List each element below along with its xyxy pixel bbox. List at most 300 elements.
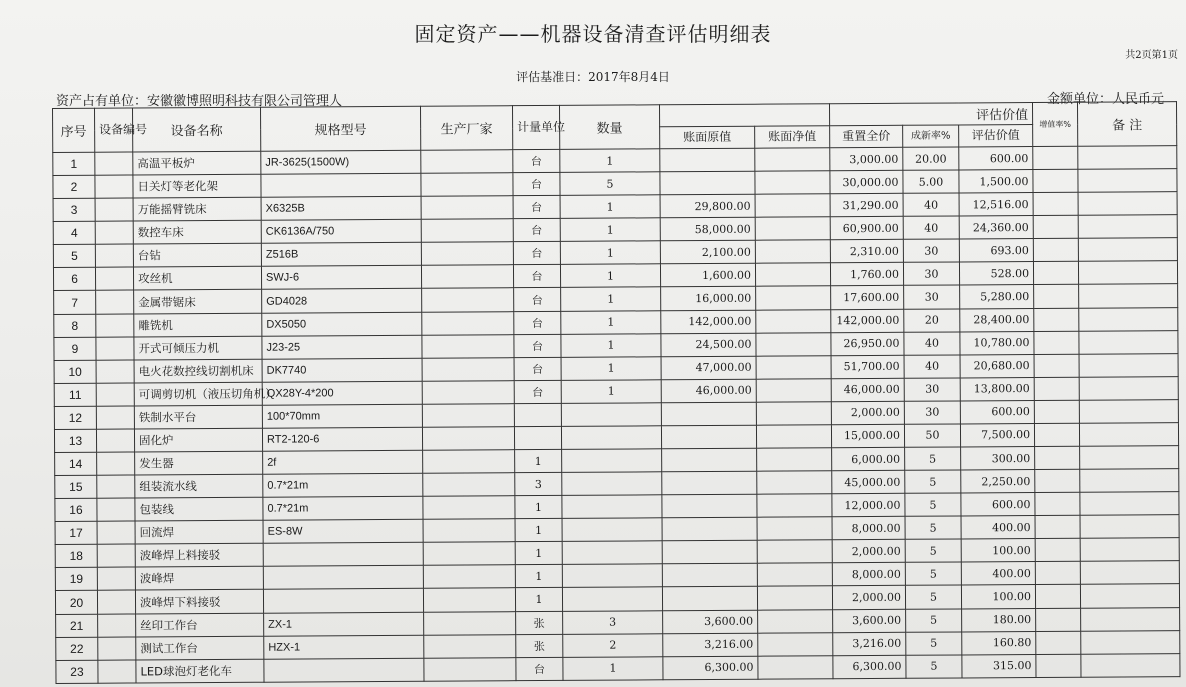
row-increase-rate xyxy=(1033,215,1078,238)
row-seq: 22 xyxy=(56,637,98,660)
row-code xyxy=(95,244,133,267)
row-book-original xyxy=(662,471,757,495)
row-remark xyxy=(1079,284,1178,308)
row-code xyxy=(97,498,135,521)
row-spec: QX28Y-4*200 xyxy=(262,381,422,405)
row-maker xyxy=(422,404,514,428)
row-eval-value: 12,516.00 xyxy=(959,193,1033,217)
row-replacement: 2,000.00 xyxy=(832,586,905,610)
row-qty: 1 xyxy=(560,218,660,242)
row-increase-rate xyxy=(1035,469,1080,492)
row-maker xyxy=(422,311,514,335)
row-book-original xyxy=(660,148,755,172)
row-spec xyxy=(261,173,421,197)
col-eval-value: 评估价值 xyxy=(959,125,1033,147)
row-newness: 5 xyxy=(905,447,961,470)
row-remark xyxy=(1078,238,1177,262)
row-increase-rate xyxy=(1036,654,1081,678)
row-newness: 5 xyxy=(905,516,961,539)
col-maker: 生产厂家 xyxy=(420,106,512,151)
row-remark xyxy=(1080,584,1179,608)
row-name: 日关灯等老化架 xyxy=(133,174,261,198)
row-seq: 21 xyxy=(56,614,98,637)
row-unit: 台 xyxy=(514,357,561,380)
row-book-net xyxy=(757,448,832,472)
row-book-original xyxy=(661,425,756,449)
row-seq: 9 xyxy=(54,337,96,360)
row-book-net xyxy=(757,494,832,518)
row-book-original: 29,800.00 xyxy=(660,194,755,218)
row-remark xyxy=(1078,215,1177,239)
row-book-net xyxy=(757,586,832,610)
row-seq: 8 xyxy=(54,314,96,337)
row-maker xyxy=(423,519,515,543)
row-newness: 30 xyxy=(903,262,959,285)
row-unit: 台 xyxy=(514,334,561,357)
row-remark xyxy=(1078,192,1177,216)
row-code xyxy=(97,567,135,590)
row-seq: 23 xyxy=(56,660,98,684)
row-increase-rate xyxy=(1034,285,1079,308)
col-remark: 备 注 xyxy=(1078,102,1177,147)
row-newness: 30 xyxy=(904,285,960,308)
row-book-net xyxy=(755,148,830,172)
row-maker xyxy=(421,265,513,289)
row-newness: 20.00 xyxy=(903,147,959,170)
row-replacement: 142,000.00 xyxy=(831,309,904,333)
row-remark xyxy=(1081,653,1180,677)
row-name: 波峰焊上料接驳 xyxy=(135,544,263,568)
row-seq: 20 xyxy=(55,591,97,614)
row-book-original xyxy=(662,448,757,472)
row-eval-value: 600.00 xyxy=(961,493,1035,517)
row-code xyxy=(95,267,133,290)
row-increase-rate xyxy=(1035,585,1080,608)
row-unit: 台 xyxy=(516,657,563,681)
row-qty: 1 xyxy=(561,287,661,311)
row-spec: GD4028 xyxy=(262,289,422,313)
row-replacement: 8,000.00 xyxy=(832,563,905,587)
row-unit: 3 xyxy=(515,472,562,495)
row-eval-value: 400.00 xyxy=(961,562,1035,586)
row-newness: 5 xyxy=(905,562,961,585)
row-book-net xyxy=(756,425,831,449)
row-name: 攻丝机 xyxy=(133,267,261,291)
row-name: 高温平板炉 xyxy=(133,151,261,175)
row-maker xyxy=(424,611,516,635)
col-spec: 规格型号 xyxy=(260,106,420,151)
row-seq: 11 xyxy=(54,383,96,406)
row-seq: 2 xyxy=(53,175,95,198)
row-qty: 5 xyxy=(560,172,660,196)
row-maker xyxy=(424,634,516,658)
row-name: 可调剪切机（液压切角机） xyxy=(134,382,262,406)
row-eval-value: 315.00 xyxy=(962,654,1036,678)
row-replacement: 31,290.00 xyxy=(830,193,903,217)
row-name: 台钻 xyxy=(133,244,261,268)
row-name: 波峰焊 xyxy=(135,567,263,591)
row-newness: 5 xyxy=(905,539,961,562)
table-body xyxy=(53,146,1180,684)
row-book-original: 1,600.00 xyxy=(660,264,755,288)
row-increase-rate xyxy=(1035,562,1080,585)
row-seq: 16 xyxy=(55,498,97,521)
row-remark xyxy=(1080,492,1179,516)
row-book-original xyxy=(661,402,756,426)
row-seq: 4 xyxy=(53,221,95,244)
row-book-net xyxy=(755,240,830,264)
row-eval-value: 10,780.00 xyxy=(960,331,1034,355)
page-info: 共2页第1页 xyxy=(1125,50,1178,61)
row-unit: 台 xyxy=(513,242,560,265)
row-spec xyxy=(263,589,423,613)
row-code xyxy=(97,521,135,544)
row-maker xyxy=(421,196,513,220)
row-code xyxy=(96,290,134,313)
row-remark xyxy=(1080,515,1179,539)
row-newness: 5 xyxy=(906,609,962,632)
row-name: 回流焊 xyxy=(135,520,263,544)
row-book-original xyxy=(660,171,755,195)
row-newness: 40 xyxy=(903,216,959,239)
row-replacement: 26,950.00 xyxy=(831,332,904,356)
row-newness: 5 xyxy=(906,632,962,655)
row-unit: 台 xyxy=(513,196,560,219)
row-spec xyxy=(264,658,424,682)
row-eval-value: 100.00 xyxy=(961,585,1035,609)
row-seq: 5 xyxy=(53,245,95,268)
row-increase-rate xyxy=(1033,146,1078,169)
row-spec: HZX-1 xyxy=(264,635,424,659)
row-replacement: 2,310.00 xyxy=(830,240,903,264)
row-qty xyxy=(562,518,662,542)
row-seq: 17 xyxy=(55,521,97,544)
row-maker xyxy=(422,288,514,312)
row-qty: 1 xyxy=(560,149,660,173)
row-increase-rate xyxy=(1035,446,1080,469)
row-unit: 台 xyxy=(514,311,561,334)
row-newness: 50 xyxy=(904,424,960,447)
row-eval-value: 600.00 xyxy=(959,147,1033,171)
row-remark xyxy=(1080,469,1179,493)
row-replacement: 2,000.00 xyxy=(832,540,905,564)
row-qty: 1 xyxy=(560,264,660,288)
row-eval-value: 13,800.00 xyxy=(960,377,1034,401)
row-qty xyxy=(562,495,662,519)
row-qty xyxy=(562,587,662,611)
row-spec: RT2-120-6 xyxy=(262,427,422,451)
row-name: 丝印工作台 xyxy=(136,613,264,637)
row-code xyxy=(97,590,135,613)
row-maker xyxy=(423,496,515,520)
row-book-original xyxy=(662,564,757,588)
row-replacement: 51,700.00 xyxy=(831,355,904,379)
row-name: 测试工作台 xyxy=(136,636,264,660)
row-replacement: 3,000.00 xyxy=(830,147,903,171)
row-name: 金属带锯床 xyxy=(134,290,262,314)
row-code xyxy=(97,452,135,475)
row-qty xyxy=(562,541,662,565)
col-eval-group: 评估价值 xyxy=(829,103,1032,126)
row-replacement: 17,600.00 xyxy=(831,286,904,310)
row-eval-value: 693.00 xyxy=(959,239,1033,263)
row-eval-value: 528.00 xyxy=(959,262,1033,286)
col-newness: 成新率% xyxy=(903,125,959,147)
row-name: 波峰焊下料接驳 xyxy=(135,590,263,614)
row-unit: 1 xyxy=(515,519,562,542)
row-spec: CK6136A/750 xyxy=(261,219,421,243)
row-replacement: 8,000.00 xyxy=(832,517,905,541)
row-eval-value: 160.80 xyxy=(962,631,1036,655)
row-seq: 13 xyxy=(54,429,96,452)
row-book-net xyxy=(755,171,830,195)
row-qty: 1 xyxy=(563,656,663,680)
row-replacement: 12,000.00 xyxy=(832,493,905,517)
row-maker xyxy=(422,427,514,451)
row-eval-value: 20,680.00 xyxy=(960,354,1034,378)
row-code xyxy=(95,198,133,221)
col-seq: 序号 xyxy=(53,108,95,152)
row-remark xyxy=(1080,561,1179,585)
row-remark xyxy=(1078,261,1177,285)
row-code xyxy=(96,383,134,406)
row-increase-rate xyxy=(1034,377,1079,400)
row-qty: 1 xyxy=(561,356,661,380)
row-book-net xyxy=(755,194,830,218)
currency-unit: 金额单位：人民币元 xyxy=(1046,92,1164,107)
row-increase-rate xyxy=(1034,423,1079,446)
row-remark xyxy=(1080,538,1179,562)
row-maker xyxy=(421,150,513,174)
row-maker xyxy=(421,173,513,197)
row-seq: 6 xyxy=(53,268,95,291)
row-increase-rate xyxy=(1033,262,1078,285)
row-remark xyxy=(1079,330,1178,354)
col-book-group xyxy=(659,104,829,127)
row-increase-rate xyxy=(1036,608,1081,631)
row-unit: 台 xyxy=(514,288,561,311)
col-replacement: 重置全价 xyxy=(830,125,903,147)
row-unit xyxy=(514,403,561,426)
row-increase-rate xyxy=(1036,631,1081,654)
row-name: 组装流水线 xyxy=(135,474,263,498)
row-name: 电火花数控线切割机床 xyxy=(134,359,262,383)
row-book-net xyxy=(757,540,832,564)
row-book-net xyxy=(757,517,832,541)
row-spec: J23-25 xyxy=(262,335,422,359)
row-increase-rate xyxy=(1035,492,1080,515)
row-remark xyxy=(1079,423,1178,447)
row-replacement: 15,000.00 xyxy=(831,424,904,448)
row-unit: 1 xyxy=(515,588,562,611)
row-book-net xyxy=(756,286,831,310)
row-remark xyxy=(1081,630,1180,654)
row-newness: 40 xyxy=(903,193,959,216)
row-name: 发生器 xyxy=(135,451,263,475)
row-maker xyxy=(421,242,513,266)
row-name: 铁制水平台 xyxy=(134,405,262,429)
row-book-original: 3,600.00 xyxy=(663,610,758,634)
row-book-net xyxy=(757,471,832,495)
row-qty xyxy=(561,403,661,427)
row-spec: 0.7*21m xyxy=(263,496,423,520)
row-qty: 1 xyxy=(561,380,661,404)
row-maker xyxy=(424,657,516,681)
row-spec: 0.7*21m xyxy=(263,473,423,497)
row-code xyxy=(95,152,133,175)
row-replacement: 1,760.00 xyxy=(830,263,903,287)
row-eval-value: 100.00 xyxy=(961,539,1035,563)
row-eval-value: 1,500.00 xyxy=(959,170,1033,194)
row-unit: 台 xyxy=(513,265,560,288)
row-seq: 14 xyxy=(55,452,97,475)
row-spec: ZX-1 xyxy=(264,612,424,636)
row-book-net xyxy=(756,379,831,403)
row-book-net xyxy=(757,563,832,587)
row-replacement: 46,000.00 xyxy=(831,378,904,402)
row-spec xyxy=(263,566,423,590)
asset-owner: 资产占有单位：安徽徽博照明科技有限公司管理人 xyxy=(56,94,343,109)
row-spec: X6325B xyxy=(261,196,421,220)
row-code xyxy=(98,637,136,660)
asset-table xyxy=(52,101,1181,684)
row-eval-value: 2,250.00 xyxy=(961,470,1035,494)
document-title: 固定资产——机器设备清查评估明细表 xyxy=(414,22,772,46)
row-name: 雕铣机 xyxy=(134,313,262,337)
row-book-net xyxy=(756,309,831,333)
row-newness: 40 xyxy=(904,355,960,378)
row-newness: 20 xyxy=(904,309,960,332)
row-book-original: 6,300.00 xyxy=(663,656,758,680)
row-spec: Z516B xyxy=(261,243,421,267)
row-eval-value: 400.00 xyxy=(961,516,1035,540)
row-unit: 台 xyxy=(513,219,560,242)
row-eval-value: 7,500.00 xyxy=(960,423,1034,447)
row-increase-rate xyxy=(1033,169,1078,192)
row-book-original: 2,100.00 xyxy=(660,241,755,265)
row-unit: 1 xyxy=(515,496,562,519)
row-remark xyxy=(1078,169,1177,193)
row-spec: 100*70mm xyxy=(262,404,422,428)
row-book-net xyxy=(758,655,833,679)
row-code xyxy=(96,314,134,337)
row-eval-value: 24,360.00 xyxy=(959,216,1033,240)
row-qty: 2 xyxy=(563,633,663,657)
row-newness: 5 xyxy=(905,493,961,516)
row-remark xyxy=(1080,446,1179,470)
row-seq: 19 xyxy=(55,568,97,591)
row-newness: 30 xyxy=(903,239,959,262)
row-increase-rate xyxy=(1034,331,1079,354)
row-code xyxy=(97,475,135,498)
row-book-original: 46,000.00 xyxy=(661,379,756,403)
row-remark xyxy=(1079,399,1178,423)
row-name: LED球泡灯老化车 xyxy=(136,659,264,683)
row-code xyxy=(96,429,134,452)
row-remark xyxy=(1079,376,1178,400)
row-maker xyxy=(423,565,515,589)
row-spec: DX5050 xyxy=(262,312,422,336)
row-increase-rate xyxy=(1035,515,1080,538)
row-book-net xyxy=(755,263,830,287)
row-book-net xyxy=(756,355,831,379)
row-increase-rate xyxy=(1035,539,1080,562)
row-replacement: 6,300.00 xyxy=(833,655,906,679)
row-qty: 1 xyxy=(560,241,660,265)
row-replacement: 6,000.00 xyxy=(832,447,905,471)
row-unit: 台 xyxy=(514,380,561,403)
row-replacement: 30,000.00 xyxy=(830,170,903,194)
row-seq: 3 xyxy=(53,198,95,221)
row-maker xyxy=(423,588,515,612)
row-seq: 18 xyxy=(55,545,97,568)
row-code xyxy=(96,337,134,360)
row-unit: 1 xyxy=(515,449,562,472)
row-replacement: 3,216.00 xyxy=(833,632,906,656)
row-increase-rate xyxy=(1033,239,1078,262)
row-increase-rate xyxy=(1033,192,1078,215)
row-newness: 5 xyxy=(905,470,961,493)
row-book-original xyxy=(662,587,757,611)
row-book-net xyxy=(758,632,833,656)
row-unit: 1 xyxy=(515,565,562,588)
row-qty xyxy=(562,472,662,496)
row-spec: SWJ-6 xyxy=(261,266,421,290)
row-name: 固化炉 xyxy=(134,428,262,452)
row-remark xyxy=(1079,307,1178,331)
base-date: 评估基准日：2017年8月4日 xyxy=(516,70,670,84)
col-increase-rate: 增值率% xyxy=(1033,102,1078,146)
row-book-original: 142,000.00 xyxy=(661,310,756,334)
row-spec: 2f xyxy=(263,450,423,474)
row-eval-value: 600.00 xyxy=(960,400,1034,424)
row-spec: JR-3625(1500W) xyxy=(261,150,421,174)
row-book-original: 24,500.00 xyxy=(661,333,756,357)
row-qty xyxy=(562,564,662,588)
row-maker xyxy=(423,450,515,474)
row-increase-rate xyxy=(1034,308,1079,331)
row-eval-value: 5,280.00 xyxy=(960,285,1034,309)
col-code: 设备编号 xyxy=(95,108,133,152)
row-increase-rate xyxy=(1034,354,1079,377)
row-seq: 10 xyxy=(54,360,96,383)
row-code xyxy=(96,360,134,383)
row-newness: 30 xyxy=(904,401,960,424)
row-code xyxy=(95,175,133,198)
row-name: 包装线 xyxy=(135,497,263,521)
row-unit: 张 xyxy=(516,611,563,634)
col-qty: 数量 xyxy=(559,105,659,150)
row-replacement: 3,600.00 xyxy=(833,609,906,633)
row-name: 万能摇臂铣床 xyxy=(133,197,261,221)
row-code xyxy=(98,660,136,684)
row-book-net xyxy=(755,217,830,241)
row-maker xyxy=(423,542,515,566)
row-qty: 1 xyxy=(561,333,661,357)
row-qty xyxy=(561,426,661,450)
row-seq: 1 xyxy=(53,152,95,175)
row-qty: 3 xyxy=(563,610,663,634)
row-spec xyxy=(263,543,423,567)
row-unit: 张 xyxy=(516,634,563,657)
row-qty xyxy=(562,449,662,473)
row-seq: 15 xyxy=(55,475,97,498)
row-eval-value: 180.00 xyxy=(962,608,1036,632)
row-newness: 40 xyxy=(904,332,960,355)
row-book-original xyxy=(662,517,757,541)
row-newness: 5 xyxy=(905,585,961,608)
row-maker xyxy=(423,473,515,497)
